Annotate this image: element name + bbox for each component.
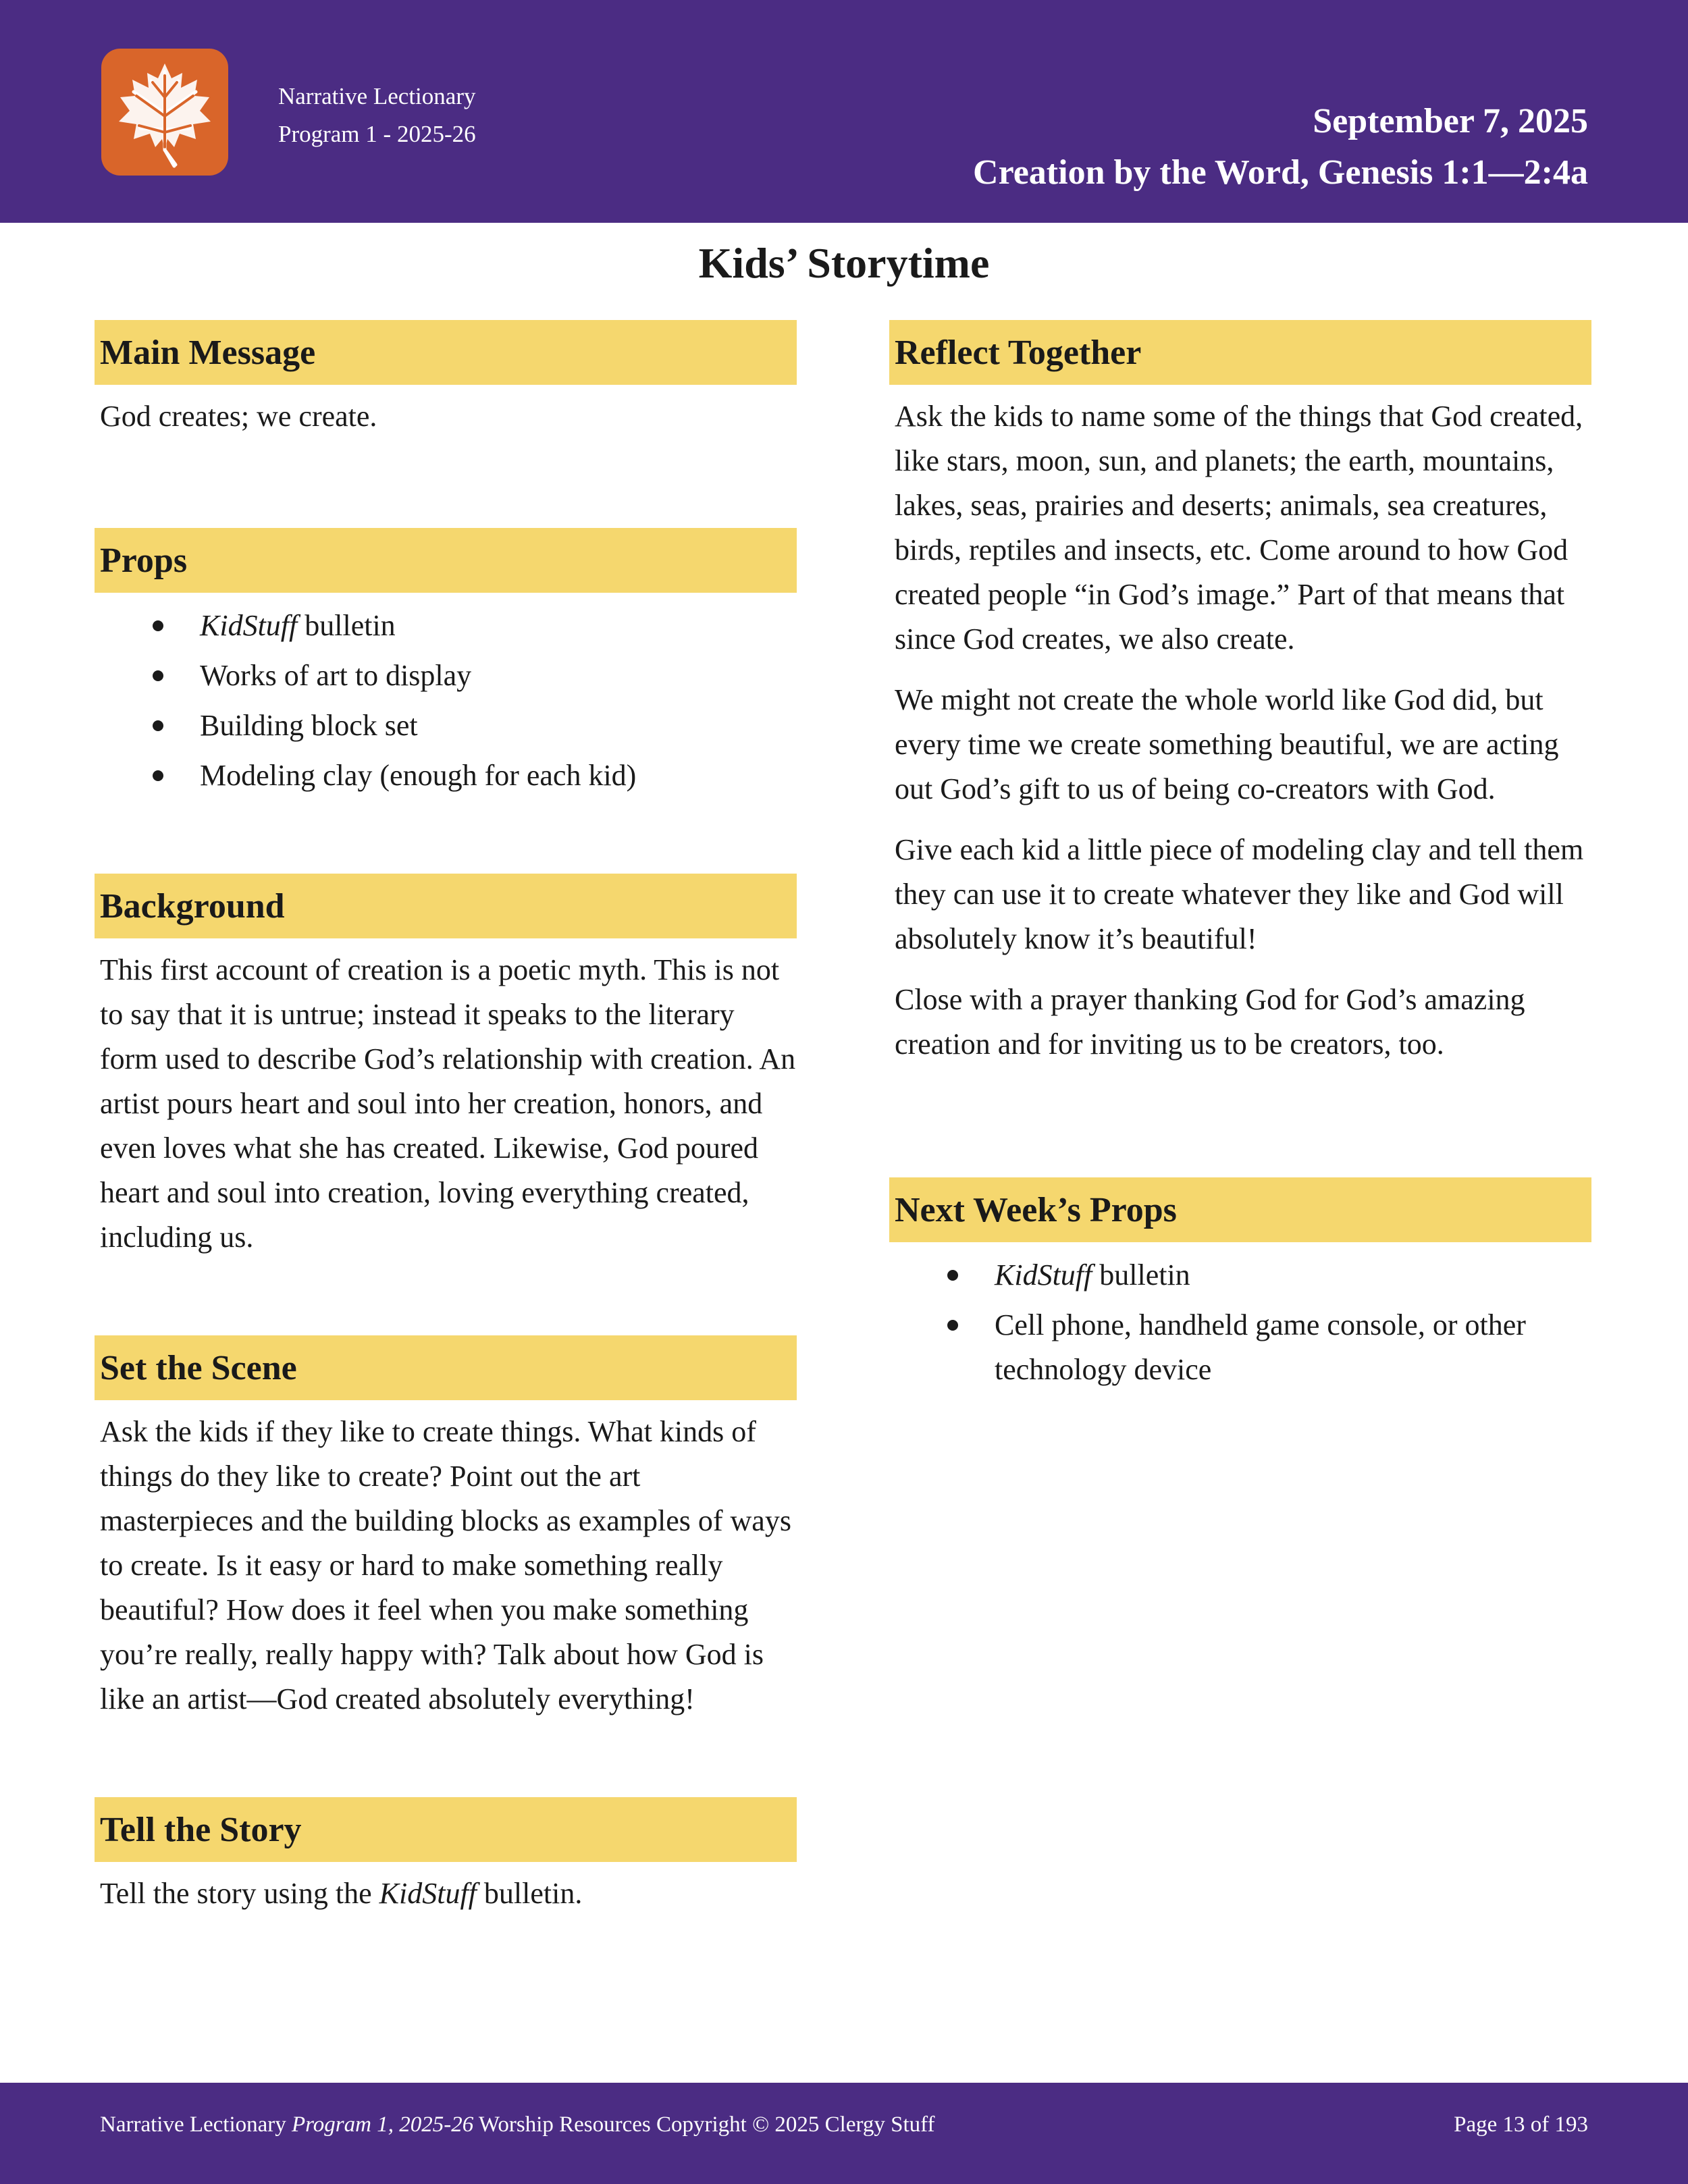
tell-story-heading: Tell the Story xyxy=(95,1797,797,1862)
bullet-icon xyxy=(153,720,163,731)
program-year: Program 1 - 2025-26 xyxy=(278,121,476,147)
footer xyxy=(0,2083,1688,2184)
list-item: KidStuff bulletin xyxy=(889,1253,1591,1298)
list-item: Modeling clay (enough for each kid) xyxy=(95,753,797,798)
lesson-info xyxy=(973,96,1588,198)
bullet-icon xyxy=(153,770,163,781)
next-props-heading: Next Week’s Props xyxy=(889,1177,1591,1242)
footer-copyright: Narrative Lectionary Program 1, 2025-26 Worship Resources Copyright © 2025 Clergy Stuff xyxy=(100,2112,935,2137)
props-heading: Props xyxy=(95,528,797,593)
page-number: Page 13 of 193 xyxy=(1454,2112,1588,2137)
reflect-paragraph: Give each kid a little piece of modeling clay and tell them they can use it to create whatever they like and God will absolutely know it’s beautiful! xyxy=(895,833,1584,955)
logo xyxy=(101,49,228,176)
lesson-date: September 7, 2025 xyxy=(1313,102,1588,140)
reflect-paragraph: Ask the kids to name some of the things that God created, like stars, moon, sun, and planets; the earth, mountains, lakes, seas, prairies and deserts; animals, sea creatures, birds, reptiles and insects, etc. Come around to how God created people “in God’s image.” Part of that means that since God creates, we also create. xyxy=(895,400,1583,656)
tell-story-text: Tell the story using the KidStuff bulletin. xyxy=(100,1877,583,1910)
set-scene-heading: Set the Scene xyxy=(95,1335,797,1400)
lesson-title: Creation by the Word, Genesis 1:1—2:4a xyxy=(973,153,1588,192)
bullet-icon xyxy=(153,620,163,631)
bullet-icon xyxy=(947,1270,958,1281)
bullet-icon xyxy=(153,670,163,681)
reflect-paragraph: We might not create the whole world like God did, but every time we create something beautiful, we are acting out God’s gift to us of being co-creators with God. xyxy=(895,683,1559,805)
list-item: Works of art to display xyxy=(95,654,797,698)
program-name: Narrative Lectionary xyxy=(278,83,476,109)
list-item: Cell phone, handheld game console, or other technology device xyxy=(889,1303,1591,1392)
main-message-heading: Main Message xyxy=(95,320,797,385)
background-heading: Background xyxy=(95,874,797,938)
list-item: Building block set xyxy=(95,703,797,748)
header-banner xyxy=(0,0,1688,223)
bullet-icon xyxy=(947,1320,958,1331)
next-props-list xyxy=(889,1253,1591,1392)
set-scene-text: Ask the kids if they like to create things. What kinds of things do they like to create? Point out the art masterpieces and the building blocks as examples of ways to create. Is it easy or hard to make something really beautiful? How does it feel when you make something you’re really, really happy with? Talk about how God is like an artist—God created absolutely everything! xyxy=(100,1415,791,1715)
reflect-heading: Reflect Together xyxy=(889,320,1591,385)
right-column xyxy=(889,320,1591,1397)
background-text: This first account of creation is a poetic myth. This is not to say that it is untrue; instead it speaks to the literary form used to describe God’s relationship with creation. An artist pours heart and soul into her creation, honors, and even loves what she has created. Likewise, God poured heart and soul into creation, loving everything created, including us. xyxy=(100,953,796,1254)
props-list xyxy=(95,604,797,798)
list-item: KidStuff bulletin xyxy=(95,604,797,648)
reflect-paragraph: Close with a prayer thanking God for God’s amazing creation and for inviting us to be creators, too. xyxy=(895,983,1525,1061)
maple-leaf-icon xyxy=(101,49,228,176)
page-title: Kids’ Storytime xyxy=(698,239,990,287)
program-info xyxy=(278,78,476,153)
left-column xyxy=(95,320,797,1916)
main-message-text: God creates; we create. xyxy=(100,400,377,433)
